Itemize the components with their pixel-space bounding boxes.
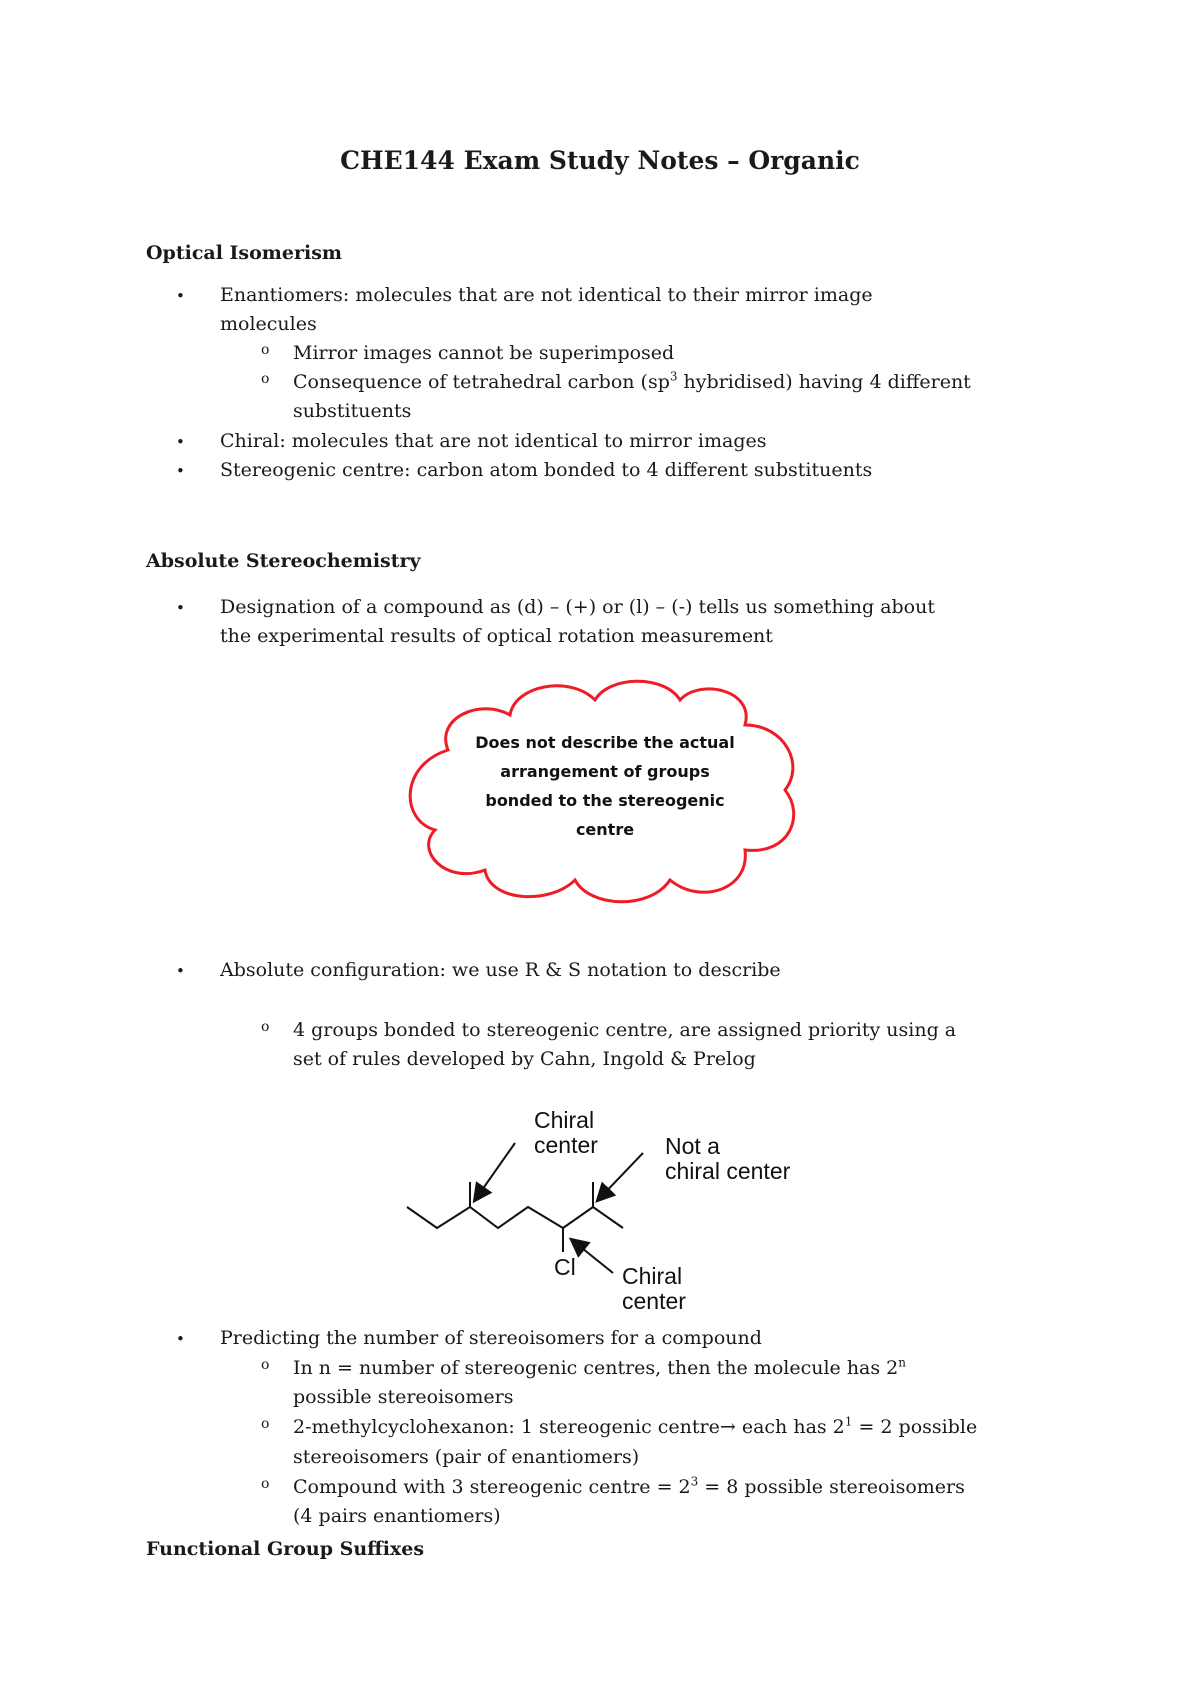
designation-text-cont: the experimental results of optical rotation measurement [220, 625, 773, 647]
label-chiral-center-top: Chiral center [534, 1107, 598, 1158]
three-centres-text-cont: (4 pairs enantiomers) [293, 1505, 501, 1527]
stereogenic-centre-text: Stereogenic centre: carbon atom bonded to 4 different substituents [220, 459, 873, 481]
page-title: CHE144 Exam Study Notes – Organic [340, 146, 860, 175]
cloud-line: arrangement of groups [500, 762, 710, 781]
methylcyclohexanon-text-cont: stereoisomers (pair of enantiomers) [293, 1446, 640, 1468]
bullet: • [176, 287, 185, 305]
bullet: • [176, 599, 185, 617]
enantiomers-text-cont: molecules [220, 313, 317, 335]
sub-bullet: o [261, 371, 270, 387]
methylcyclohexanon-text: 2-methylcyclohexanon: 1 stereogenic centre→ each has $2^1 = 2$ possible [293, 1414, 978, 1438]
sub-bullet: o [261, 1019, 270, 1035]
mirror-images-text: Mirror images cannot be superimposed [293, 342, 675, 364]
formula-text: In n = number of stereogenic centres, then the molecule has 2$^n$ [293, 1355, 906, 1379]
designation-text: Designation of a compound as (d) – (+) or (l) – (-) tells us something about [220, 596, 935, 618]
label-chlorine: Cl [554, 1254, 576, 1280]
label-chiral-center-bottom: Chiral center [622, 1263, 686, 1314]
tetrahedral-text-cont: substituents [293, 400, 412, 422]
bullet: • [176, 1330, 185, 1348]
cloud-line: centre [575, 820, 635, 839]
cloud-text [450, 728, 760, 844]
cloud-line: Does not describe the actual [475, 733, 735, 752]
chiral-definition-text: Chiral: molecules that are not identical to mirror images [220, 430, 767, 452]
three-centres-text: Compound with 3 stereogenic centre = $2^3 = 8$ possible stereoisomers [293, 1474, 965, 1498]
bullet: • [176, 462, 185, 480]
section-heading-optical-isomerism: Optical Isomerism [146, 242, 343, 264]
predicting-text: Predicting the number of stereoisomers for a compound [220, 1327, 762, 1349]
cip-rules-text: 4 groups bonded to stereogenic centre, are assigned priority using a [293, 1019, 957, 1041]
sub-bullet: o [261, 1476, 270, 1492]
section-heading-absolute-stereochemistry: Absolute Stereochemistry [146, 550, 421, 572]
bullet: • [176, 962, 185, 980]
enantiomers-text: Enantiomers: molecules that are not identical to their mirror image [220, 284, 873, 306]
section-heading-functional-group-suffixes: Functional Group Suffixes [146, 1538, 425, 1560]
tetrahedral-text: Consequence of tetrahedral carbon ($sp^3$ hybridised) having 4 different [293, 369, 971, 393]
sub-bullet: o [261, 342, 270, 358]
cloud-line: bonded to the stereogenic [485, 791, 725, 810]
arrow-icon: → [719, 1416, 736, 1438]
sub-bullet: o [261, 1357, 270, 1373]
sub-bullet: o [261, 1416, 270, 1432]
label-not-chiral-center: Not a chiral center [665, 1133, 791, 1184]
bullet: • [176, 433, 185, 451]
formula-text-cont: possible stereoisomers [293, 1386, 514, 1408]
molecule-skeleton [407, 1182, 623, 1252]
absolute-configuration-text: Absolute configuration: we use R & S notation to describe [220, 959, 781, 981]
cip-rules-text-cont: set of rules developed by Cahn, Ingold & Prelog [293, 1048, 756, 1070]
